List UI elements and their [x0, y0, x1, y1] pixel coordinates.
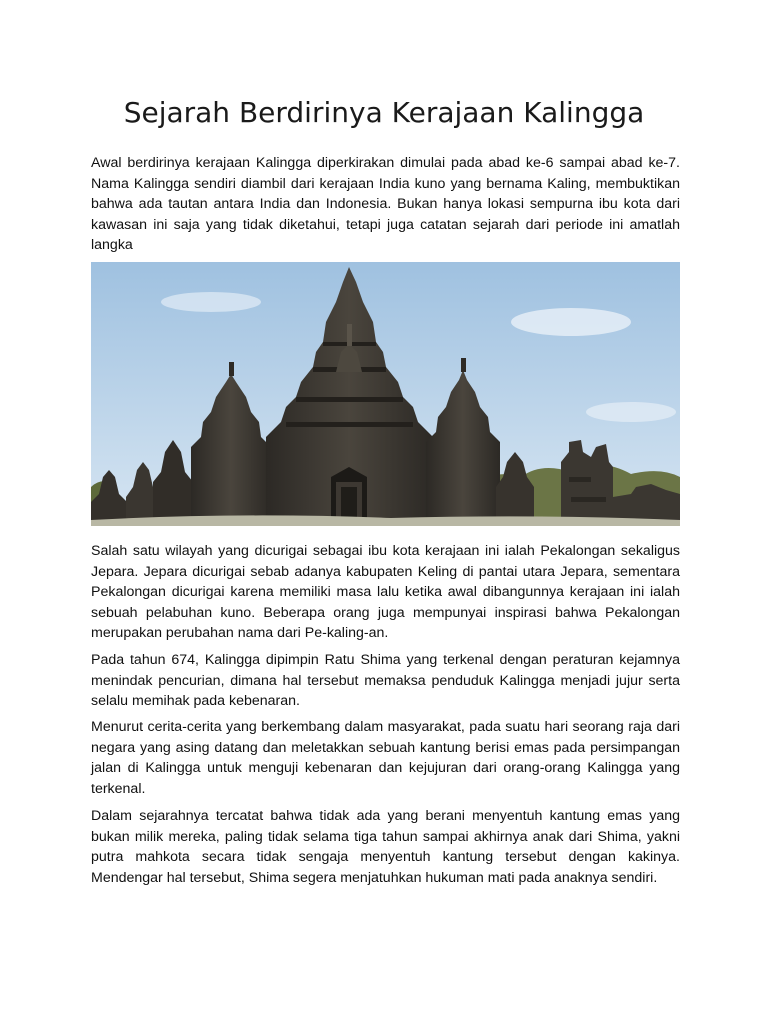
- paragraph-ratu-shima: Pada tahun 674, Kalingga dipimpin Ratu Shima yang terkenal dengan peraturan kejamnya menindak pencurian, dimana hal tersebut memaksa penduduk Kalingga menjadi jujur serta selalu memihak pada kebenaran.: [91, 652, 680, 709]
- temple-photo: [91, 262, 680, 526]
- paragraph-legend: Menurut cerita-cerita yang berkembang dalam masyarakat, pada suatu hari seorang raja dari negara yang asing datang dan meletakkan sebuah kantung berisi emas pada persimpangan jalan di Kalingga untuk menguji kebenaran dan kejujuran dari orang-orang Kalingga yang terkenal.: [91, 719, 680, 797]
- paragraph-capital: Salah satu wilayah yang dicurigai sebagai ibu kota kerajaan ini ialah Pekalongan sekaligus Jepara. Jepara dicurigai sebab adanya kabupaten Keling di pantai utara Jepara, sementara Pekalongan dicurigai karena memiliki masa lalu ketika awal dibangunnya kerajaan ini ialah sebuah pelabuhan kuno. Beberapa orang juga mempunyai inspirasi bahwa Pekalongan merupakan perubahan nama dari Pe-kaling-an.: [91, 543, 680, 641]
- paragraph-punishment: Dalam sejarahnya tercatat bahwa tidak ada yang berani menyentuh kantung emas yang bukan milik mereka, paling tidak selama tiga tahun sampai akhirnya anak dari Shima, yakni putra mahkota secara tidak sengaja menyentuh kantung tersebut dengan kakinya. Mendengar hal tersebut, Shima segera menjatuhkan hukuman mati pada anaknya sendiri.: [91, 808, 680, 886]
- page-title: Sejarah Berdirinya Kerajaan Kalingga: [123, 96, 645, 129]
- temple-illustration: [91, 262, 680, 526]
- paragraph-intro: Awal berdirinya kerajaan Kalingga diperkirakan dimulai pada abad ke-6 sampai abad ke-7. Nama Kalingga sendiri diambil dari kerajaan India kuno yang bernama Kaling, membuktikan bahwa ada tautan antara India dan Indonesia. Bukan hanya lokasi sempurna ibu kota dari kawasan ini saja yang tidak diketahui, tetapi juga catatan sejarah dari periode ini amatlah langka: [91, 155, 680, 253]
